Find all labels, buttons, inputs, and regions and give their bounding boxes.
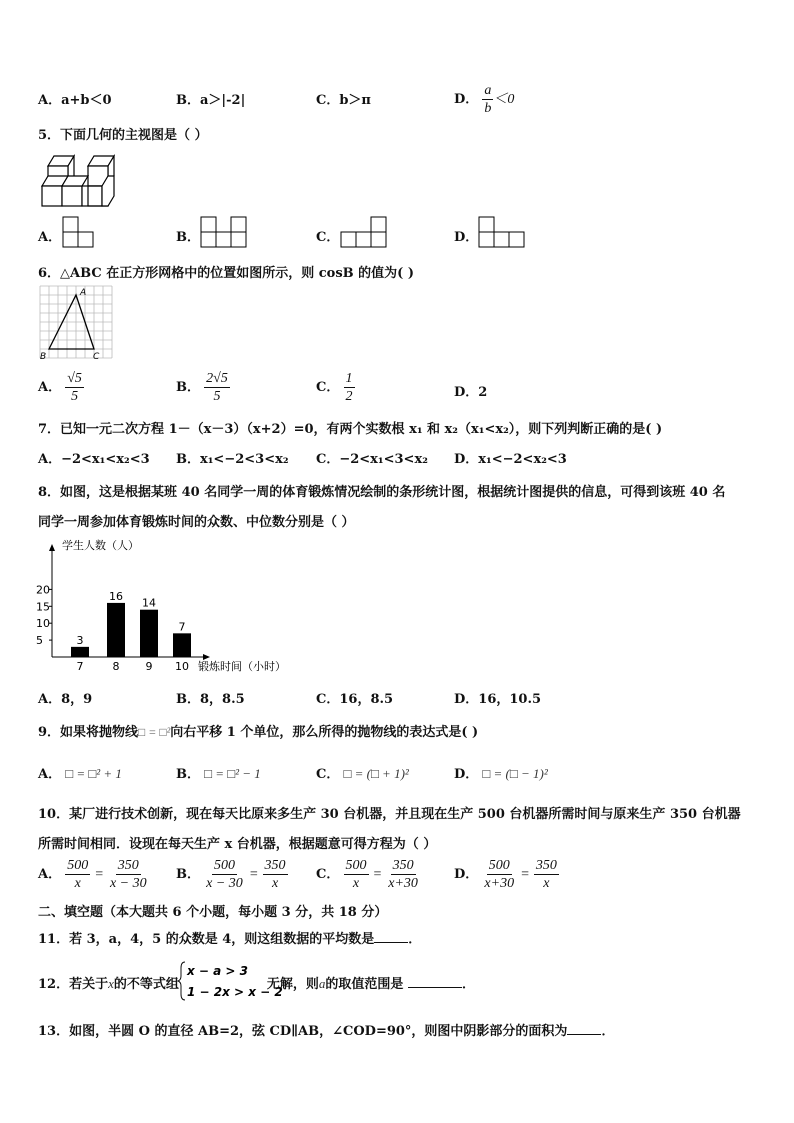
chart-y-tick-label: 20 bbox=[36, 583, 50, 597]
q8-option-a: A．8，9 bbox=[38, 692, 93, 707]
q13-stem: 13．如图，半圆 O 的直径 AB=2，弦 CD∥AB，∠COD=90°，则图中阴影部分的面积为 ． bbox=[38, 1024, 615, 1039]
chart-x-axis-label: 锻炼时间（小时） bbox=[198, 660, 286, 673]
chart-y-tick-label: 5 bbox=[36, 634, 43, 648]
q4-option-b: B．a＞|-2| bbox=[176, 93, 246, 108]
chart-y-tick-label: 10 bbox=[36, 617, 50, 631]
q10-stem-line1: 10．某厂进行技术创新，现在每天比原来多生产 30 台机器，并且现在生产 500 台机器所需时间与原来生产 350 台机器 bbox=[38, 807, 741, 822]
chart-bar-9 bbox=[140, 610, 158, 657]
q10-option-d: D． $\frac{500}{x+30}$ = $\frac{350}{x}$ bbox=[454, 858, 557, 891]
chart-x-tick-label-8: 8 bbox=[112, 660, 120, 673]
q6-label-b: B bbox=[40, 352, 47, 362]
chart-y-axis-label: 学生人数（人） bbox=[62, 539, 139, 552]
q12-answer-blank bbox=[408, 987, 462, 988]
q5-view-c-icon bbox=[340, 216, 390, 248]
q8-bar-chart bbox=[30, 536, 330, 676]
q8-option-c: C．16，8.5 bbox=[316, 692, 394, 707]
q5-view-d-icon bbox=[478, 216, 528, 248]
q6-option-a: A． $\frac{√5}{5}$ bbox=[38, 371, 82, 404]
q10-option-c: C． $\frac{500}{x}$ = $\frac{350}{x+30}$ bbox=[316, 858, 418, 891]
q12-inequality-system bbox=[179, 964, 283, 999]
q6-option-d: D．2 bbox=[454, 385, 488, 400]
q5-view-b-icon bbox=[200, 216, 250, 248]
q12-inequality-1: x − a > 3 bbox=[186, 964, 248, 978]
q9-stem-formula: □ = □² bbox=[138, 725, 171, 739]
q10-stem-line2: 所需时间相同．设现在每天生产 x 台机器，根据题意可得方程为（ ） bbox=[38, 837, 437, 852]
q6-label-c: C bbox=[93, 352, 100, 362]
q4-option-d: D． $\frac{a}{b}$ ＜0 bbox=[454, 83, 515, 116]
q9-option-c: C． □ = (□ + 1)² bbox=[316, 766, 409, 782]
q9-stem: 9．如果将抛物线□ = □²向右平移 1 个单位，那么所得的抛物线的表达式是( ) bbox=[38, 725, 479, 740]
chart-bar-10 bbox=[173, 633, 191, 657]
q12-inequality-2: 1 − 2x > x − 2 bbox=[186, 985, 283, 999]
section-2-title: 二、填空题（本大题共 6 个小题，每小题 3 分，共 18 分） bbox=[38, 905, 388, 920]
q4-option-a: A．a+b＜0 bbox=[38, 93, 112, 108]
q6-option-c: C． $\frac{1}{2}$ bbox=[316, 371, 353, 404]
chart-bar-7 bbox=[71, 647, 89, 657]
q5-stem: 5．下面几何的主视图是（ ） bbox=[38, 128, 208, 143]
q5-cube-figure bbox=[40, 150, 116, 208]
q5-option-b: B． bbox=[176, 230, 200, 245]
chart-data-label-7: 3 bbox=[76, 633, 84, 647]
chart-data-label-10: 7 bbox=[178, 620, 186, 634]
q7-option-a: A．−2<x₁<x₂<3 bbox=[38, 452, 150, 467]
q7-stem: 7．已知一元二次方程 1－（x－3）（x+2）=0，有两个实数根 x₁ 和 x₂（x₁<x₂），则下列判断正确的是( ) bbox=[38, 422, 663, 437]
chart-data-label-9: 14 bbox=[142, 596, 156, 610]
q8-option-d: D．16，10.5 bbox=[454, 692, 542, 707]
q4-option-c: C．b＞π bbox=[316, 93, 371, 108]
q11-answer-blank bbox=[374, 942, 408, 943]
q5-option-a: A． bbox=[38, 230, 62, 245]
chart-x-tick-label-10: 10 bbox=[175, 660, 189, 673]
chart-y-arrow bbox=[49, 544, 55, 551]
q6-option-b: B． $\frac{2√5}{5}$ bbox=[176, 371, 228, 404]
q10-option-b: B． $\frac{500}{x - 30}$ = $\frac{350}{x}$ bbox=[176, 858, 286, 891]
q8-option-b: B．8，8.5 bbox=[176, 692, 245, 707]
q4-d-fraction: $\frac{a}{b}$ bbox=[484, 83, 492, 116]
q5-view-a-icon bbox=[62, 216, 96, 248]
q9-option-d: D． □ = (□ − 1)² bbox=[454, 766, 548, 782]
q6-grid-figure bbox=[38, 284, 118, 364]
q6-stem: 6．△ABC 在正方形网格中的位置如图所示，则 cosB 的值为( ) bbox=[38, 266, 415, 281]
chart-x-tick-label-7: 7 bbox=[76, 660, 84, 673]
q5-option-d: D． bbox=[454, 230, 479, 245]
q7-option-d: D．x₁<−2<x₂<3 bbox=[454, 452, 567, 467]
q9-option-a: A． □ = □² + 1 bbox=[38, 766, 122, 782]
q11-stem: 11．若 3，a，4，5 的众数是 4，则这组数据的平均数是 ． bbox=[38, 932, 422, 947]
q9-option-b: B． □ = □² − 1 bbox=[176, 766, 261, 782]
q6-label-a: A bbox=[80, 288, 87, 298]
q13-answer-blank bbox=[567, 1034, 601, 1035]
q10-option-a: A． $\frac{500}{x}$ = $\frac{350}{x - 30}$ bbox=[38, 858, 147, 891]
chart-x-tick-label-9: 9 bbox=[145, 660, 153, 673]
q7-option-c: C．−2<x₁<3<x₂ bbox=[316, 452, 428, 467]
q5-option-c: C． bbox=[316, 230, 340, 245]
q8-stem-line2: 同学一周参加体育锻炼时间的众数、中位数分别是（ ） bbox=[38, 515, 355, 530]
chart-bar-8 bbox=[107, 603, 125, 657]
q12-stem: 12．若关于x的不等式组 x − a > 3 1 − 2x > x − 2 无解，则a的取值范围是 ． bbox=[38, 964, 475, 999]
chart-data-label-8: 16 bbox=[109, 589, 123, 603]
q8-stem-line1: 8．如图，这是根据某班 40 名同学一周的体育锻炼情况绘制的条形统计图，根据统计图提供的信息，可得到该班 40 名 bbox=[38, 485, 726, 500]
chart-y-tick-label: 15 bbox=[36, 600, 50, 614]
q7-option-b: B．x₁<−2<3<x₂ bbox=[176, 452, 289, 467]
